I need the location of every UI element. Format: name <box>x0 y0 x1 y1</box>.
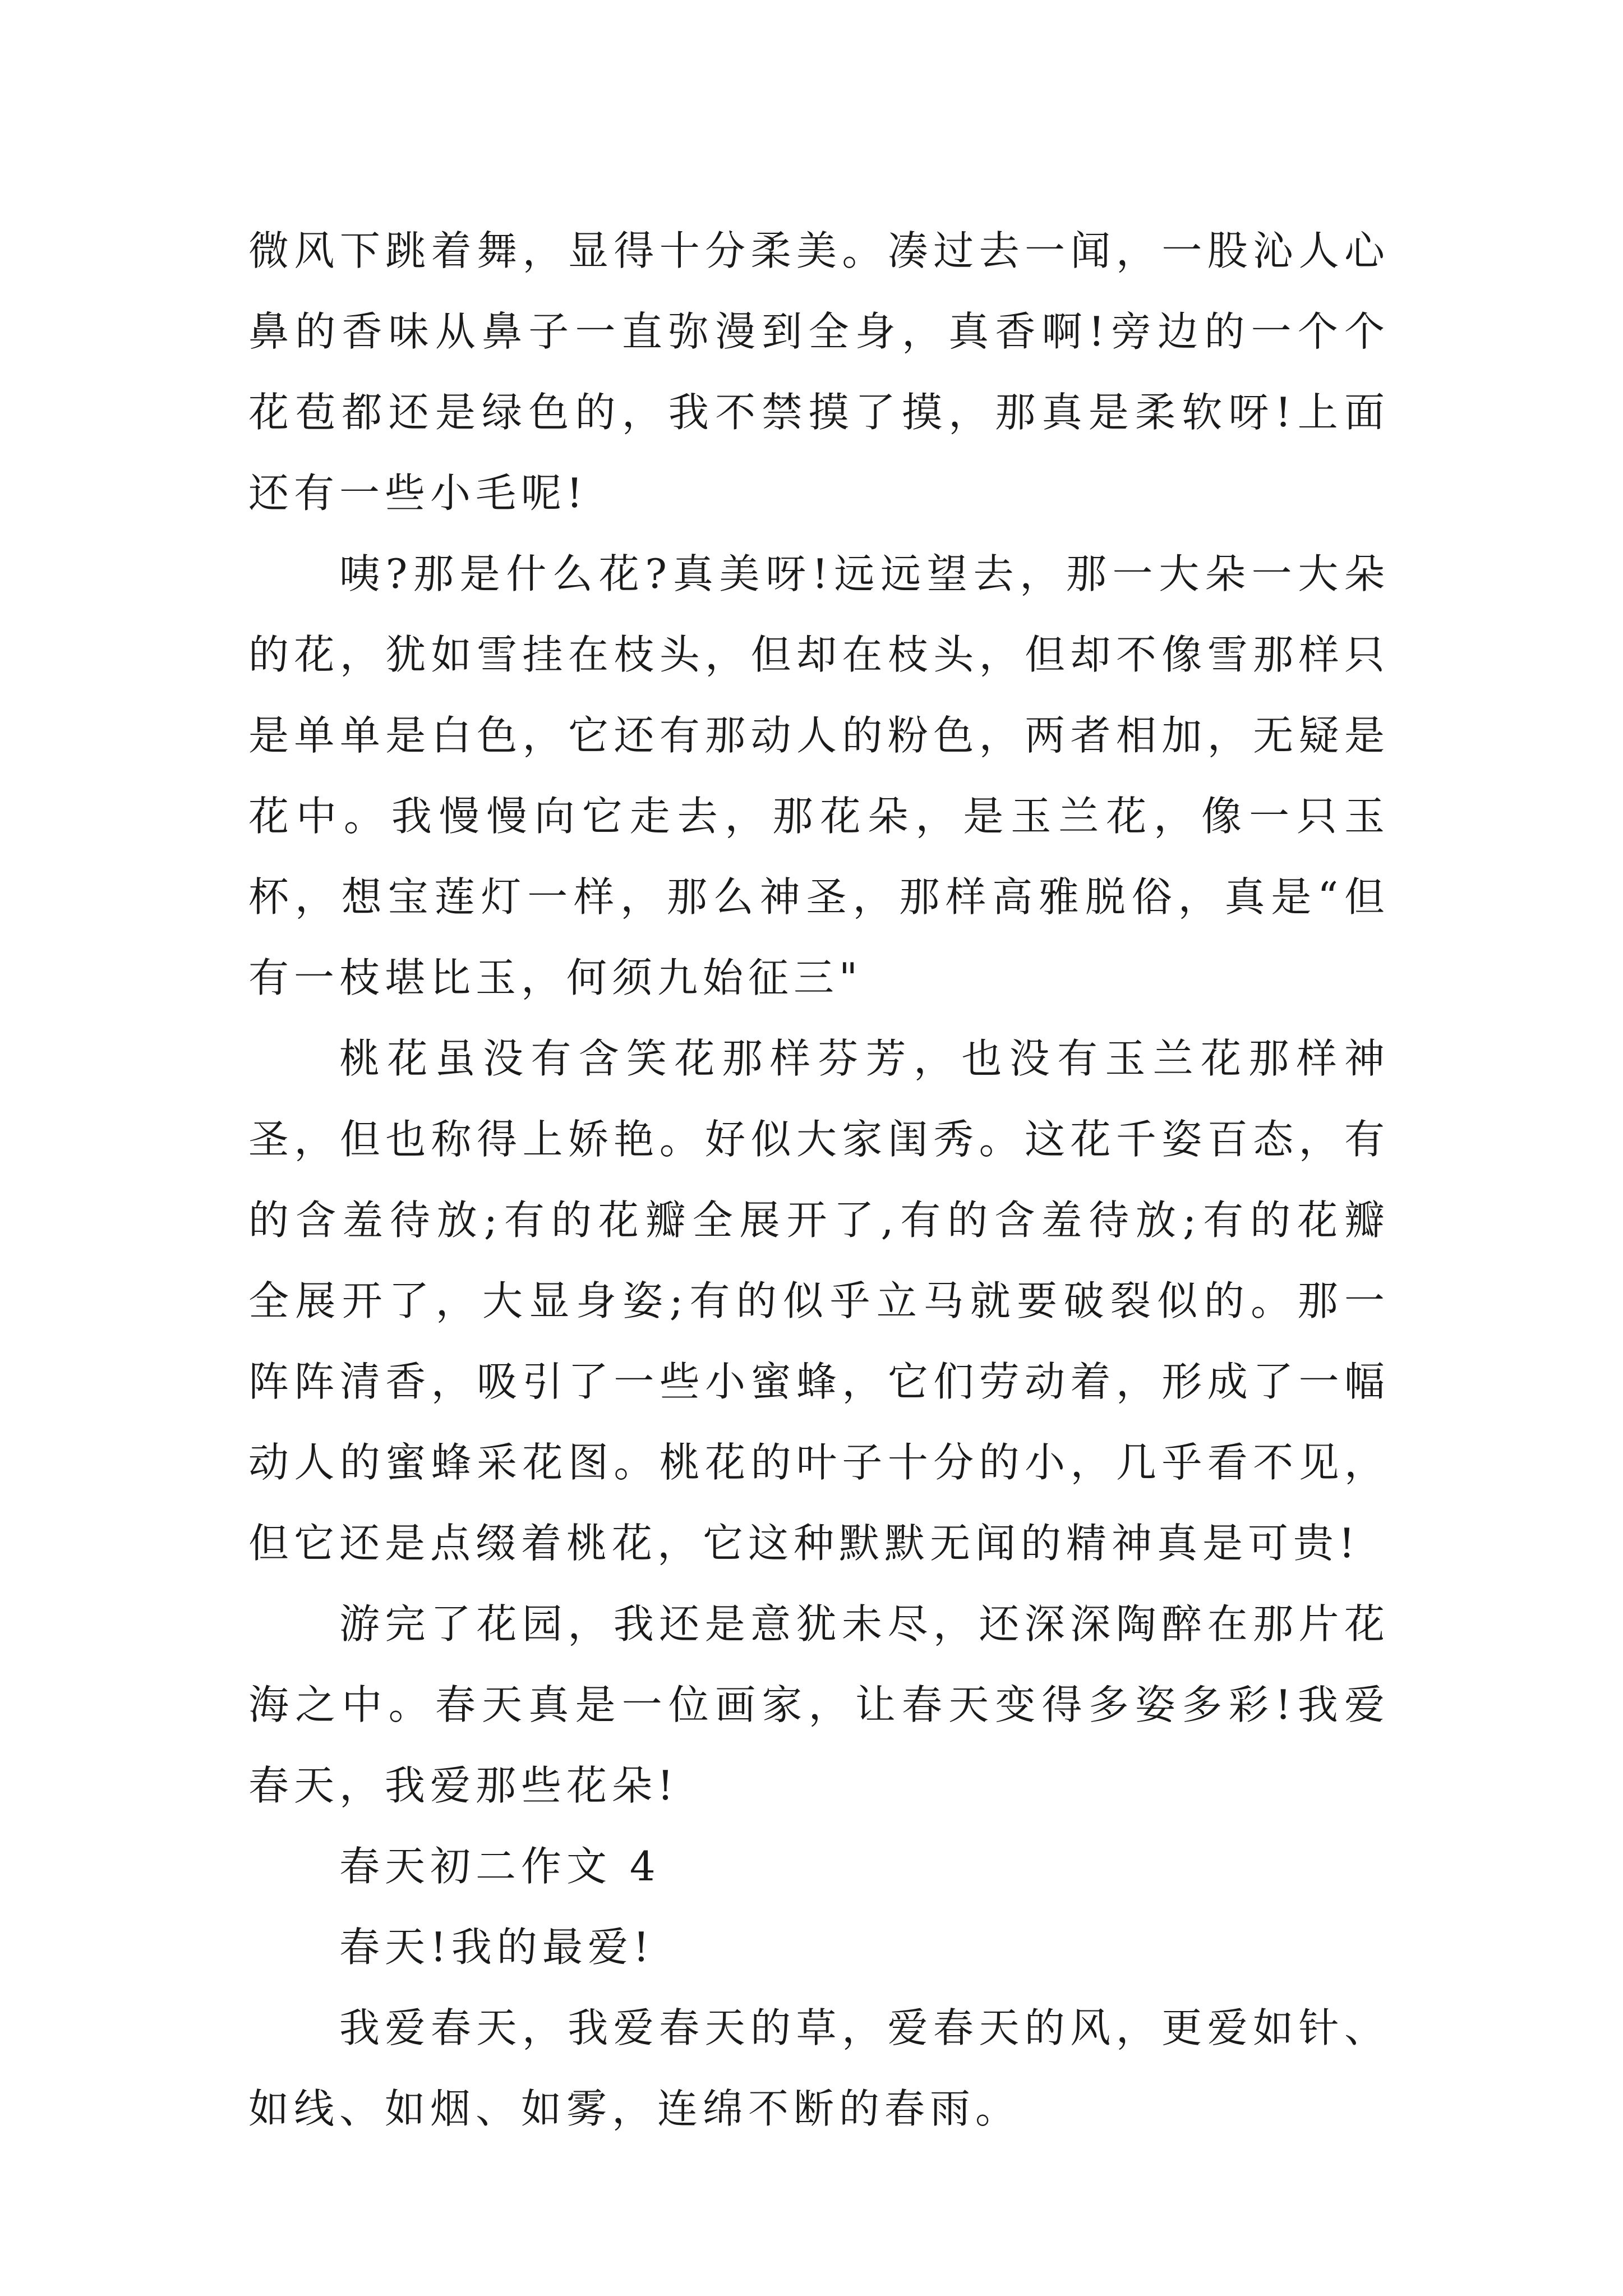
paragraph-magnolia: 咦?那是什么花?真美呀!远远望去，那一大朵一大朵的花，犹如雪挂在枝头，但却在枝头，但却不像雪那样只是单单是白色，它还有那动人的粉色，两者相加，无疑是花中。我慢慢向它走去，那花朵，是玉兰花，像一只玉杯，想宝莲灯一样，那么神圣，那样高雅脱俗，真是“但有一枝堪比玉，何须九始征三" <box>248 550 1390 1001</box>
paragraph-continued: 微风下跳着舞，显得十分柔美。凑过去一闻，一股沁人心鼻的香味从鼻子一直弥漫到全身，真香啊!旁边的一个个花苞都还是绿色的，我不禁摸了摸，那真是柔软呀!上面还有一些小毛呢! <box>248 227 1390 517</box>
essay-subtitle: 春天!我的最爱! <box>339 1924 654 1971</box>
paragraph-spring-rain: 我爱春天，我爱春天的草，爱春天的风，更爱如针、如线、如烟、如雾，连绵不断的春雨。 <box>248 2004 1390 2132</box>
section-title: 春天初二作文 4 <box>339 1843 661 1890</box>
paragraph-garden-end: 游完了花园，我还是意犹未尽，还深深陶醉在那片花海之中。春天真是一位画家，让春天变得多姿多彩!我爱春天，我爱那些花朵! <box>248 1600 1390 1809</box>
document-body <box>248 210 1390 2149</box>
paragraph-peach-blossom: 桃花虽没有含笑花那样芬芳，也没有玉兰花那样神圣，但也称得上娇艳。好似大家闺秀。这花千姿百态，有的含羞待放;有的花瓣全展开了,有的含羞待放;有的花瓣全展开了，大显身姿;有的似乎立马就要破裂似的。那一阵阵清香，吸引了一些小蜜蜂，它们劳动着，形成了一幅动人的蜜蜂采花图。桃花的叶子十分的小，几乎看不见，但它还是点缀着桃花，它这种默默无闻的精神真是可贵! <box>248 1035 1390 1567</box>
